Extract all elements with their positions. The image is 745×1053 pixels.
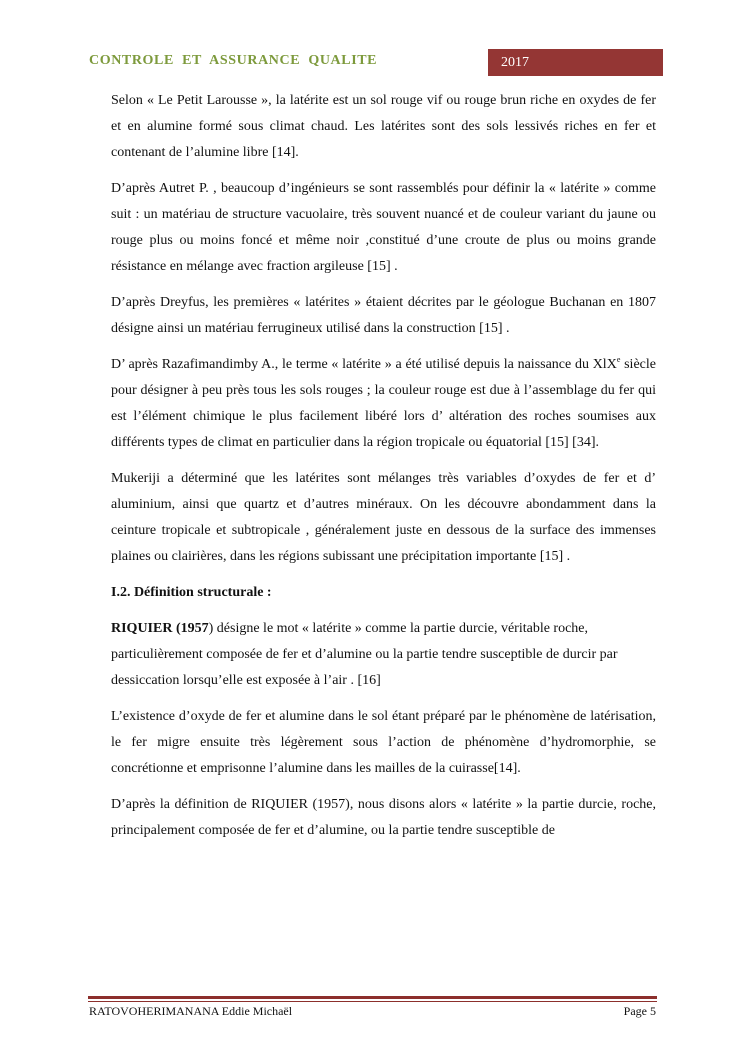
paragraph (111, 352, 656, 456)
footer-rule (88, 996, 657, 999)
paragraph (111, 616, 656, 694)
paragraph: L’existence d’oxyde de fer et alumine dans le sol étant préparé par le phénomène de latérisation, le fer migre ensuite très légèrement sous l’action de phénomène d’hydromorphie, se concrétionne et emprisonne l’alumine dans les mailles de la cuirasse[14]. (111, 709, 656, 776)
paragraph: Mukeriji a déterminé que les latérites sont mélanges très variables d’oxydes de fer et d’ aluminium, ainsi que quartz et d’autres minéraux. On les découvre abondamment dans la ceinture tropicale et subtropicale , généralement juste en dessous de la surface des immenses plaines ou clairières, dans les régions subissant une précipitation importante [15] . (111, 471, 656, 564)
paragraph: D’après la définition de RIQUIER (1957), nous disons alors « latérite » la partie durcie, roche, principalement composée de fer et d’alumine, ou la partie tendre susceptible de (111, 797, 656, 838)
superscript: e (616, 355, 621, 364)
paragraph-text: D’ après Razafimandimby A., le terme « latérite » a été utilisé depuis la naissance du XlX (111, 357, 617, 372)
paragraph: D’après Dreyfus, les premières « latérites » étaient décrites par le géologue Buchanan en 1807 désigne ainsi un matériau ferrugineux utilisé dans la construction [15] . (111, 295, 656, 336)
footer-rule-thin (88, 1001, 657, 1002)
footer-author: RATOVOHERIMANANA Eddie Michaël (89, 1004, 293, 1018)
paragraph: Selon « Le Petit Larousse », la latérite est un sol rouge vif ou rouge brun riche en oxydes de fer et en alumine formé sous climat chaud. Les latérites sont des sols lessivés riches en fer et contenant de l’alumine libre [14]. (111, 93, 656, 160)
header-year-box: 2017 (488, 49, 663, 76)
paragraph: D’après Autret P. , beaucoup d’ingénieurs se sont rassemblés pour définir la « latérite » comme suit : un matériau de structure vacuolaire, très souvent nuancé et de couleur variant du jaune ou rouge plus ou moins foncé et même noir ,constitué d’une croute de plus ou moins grande résistance en mélange avec fraction argileuse [15] . (111, 181, 656, 274)
page-body (111, 88, 656, 854)
section-heading: I.2. Définition structurale : (111, 585, 272, 600)
paragraph-text: siècle pour désigner à peu près tous les sols rouges ; la couleur rouge est due à l’assemblage du fer qui est l’élément chimique le plus facilement libéré lors d’ altération des roches soumises aux différents types de climat en particulier dans la région tropicale ou équatorial [15] [34]. (111, 357, 656, 450)
paragraph-text: ) désigne le mot « latérite » comme la partie durcie, véritable roche, particulièrement composée de fer et d’alumine ou la partie tendre susceptible de durcir par dessiccation lorsqu’elle est exposée à l’air . [16] (111, 621, 618, 688)
running-header-title: CONTROLE ET ASSURANCE QUALITE (89, 53, 378, 68)
author-reference: RIQUIER (1957 (111, 621, 209, 636)
page-number: Page 5 (623, 1004, 656, 1018)
